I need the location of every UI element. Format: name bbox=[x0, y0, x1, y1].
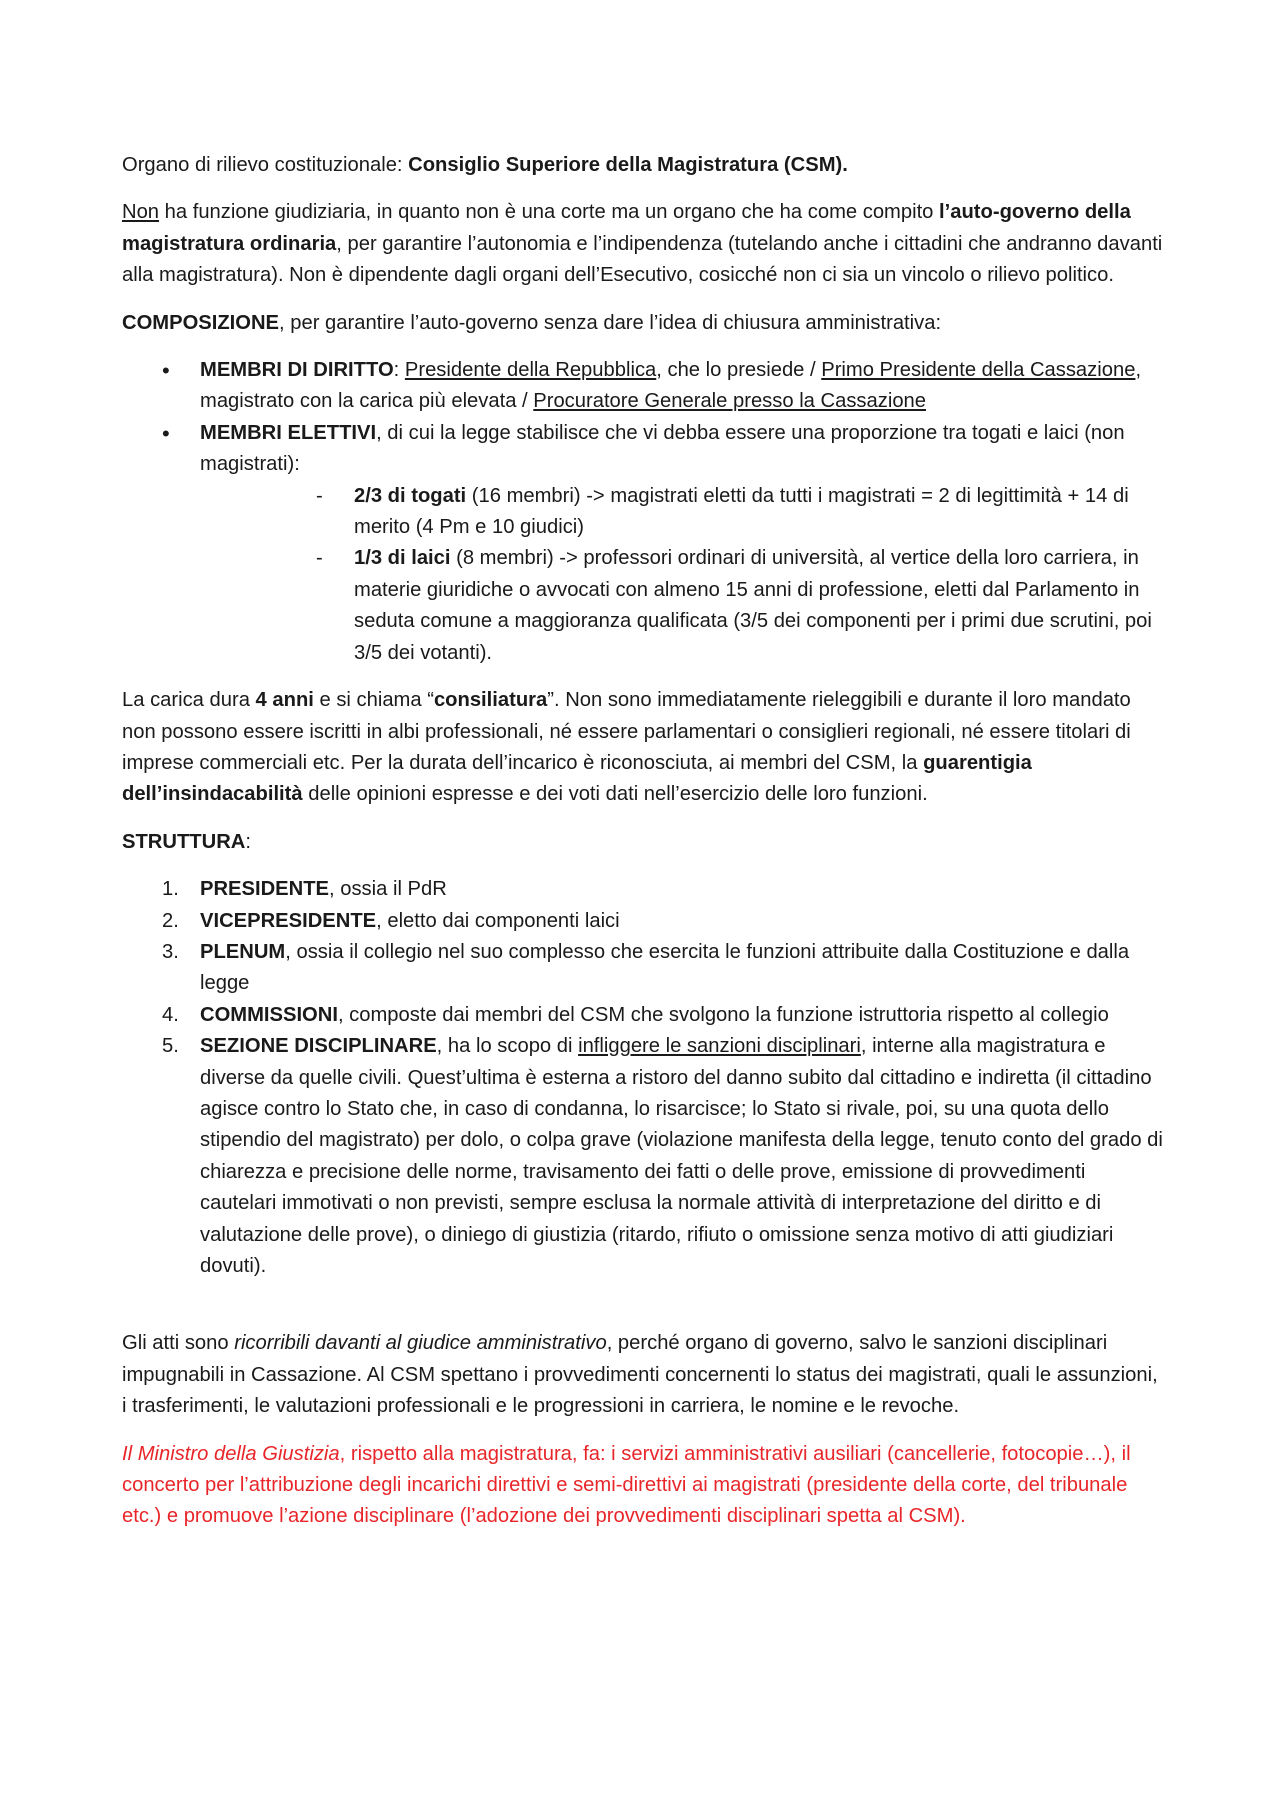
atti-paragraph: Gli atti sono ricorribili davanti al giudice amministrativo, perché organo di governo, salvo le sanzioni disciplinari impugnabili in Cassazione. Al CSM spettano i provvedimenti concernenti lo status dei magistrati, quali le assunzioni, i trasferimenti, le valutazioni professionali e le progressioni in carriera, le nomine e le revoche. bbox=[122, 1332, 1158, 1418]
list-item-commissioni: 4. COMMISSIONI, composte dai membri del CSM che svolgono la funzione istruttoria rispetto al collegio bbox=[162, 1003, 1109, 1026]
struttura-heading: STRUTTURA bbox=[122, 830, 246, 853]
list-item-vicepresidente: 2. VICEPRESIDENTE, eletto dai componenti laici bbox=[162, 909, 620, 932]
composizione-list bbox=[122, 355, 1167, 669]
list-item-sezione-disciplinare: 5. SEZIONE DISCIPLINARE, ha lo scopo di infliggere le sanzioni disciplinari, interne alla magistratura e diverse da quelle civili. Quest’ultima è esterna a ristoro del danno subito dal cittadino e indiretta (il cittadino agisce contro lo Stato che, in caso di condanna, lo risarcisce; lo Stato si rivale, poi, su una quota dello stipendio del magistrato) per dolo, o colpa grave (violazione manifesta della legge, tenuto conto del grado di chiarezza e precisione delle norme, travisamento dei fatti o delle prove, emissione di provvedimenti cautelari immotivati o non previsti, sempre esclusa la normale attività di interpretazione del diritto e di valutazione delle prove), o diniego di giustizia (ritardo, rifiuto o omissione senza motivo di atti giudiziari dovuti). bbox=[162, 1035, 1163, 1277]
list-item-presidente: 1. PRESIDENTE, ossia il PdR bbox=[162, 878, 447, 901]
list-item-plenum: 3. PLENUM, ossia il collegio nel suo complesso che esercita le funzioni attribuite dalla Costituzione e dalla legge bbox=[162, 940, 1130, 995]
spacer bbox=[122, 1298, 1167, 1328]
composizione-paragraph: COMPOSIZIONE, per garantire l’auto-governo senza dare l’idea di chiusura amministrativa: bbox=[122, 311, 942, 334]
list-item-membri-elettivi: • MEMBRI ELETTIVI, di cui la legge stabilisce che vi debba essere una proporzione tra togati e laici (non magistrati): - 2/3 di togati (16 membri) -> magistrati eletti da tutti i magistrati = 2 di legittimità + 14 di merito (4 Pm e 10 giudici) - 1/3 di laici (8 membri) -> professori ordinari di università, al vertice della loro carriera, in materie giuridiche o avvocati con almeno 15 anni di professione, eletti dal Parlamento in seduta comune a maggioranza qualificata (3/5 dei componenti per i primi due scrutini, poi 3/5 dei votanti). bbox=[122, 418, 1167, 669]
ministro-paragraph: Il Ministro della Giustizia, rispetto alla magistratura, fa: i servizi amministrativi ausiliari (cancellerie, fotocopie…), il concerto per l’attribuzione degli incarichi direttivi e semi-direttivi ai magistrati (presidente della corte, del tribunale etc.) e promuove l’azione disciplinare (l’adozione dei provvedimenti disciplinari spetta al CSM). bbox=[122, 1442, 1131, 1528]
intro-title: Consiglio Superiore della Magistratura (CSM). bbox=[408, 154, 848, 176]
intro-paragraph: Organo di rilievo costituzionale: Consiglio Superiore della Magistratura (CSM). bbox=[122, 154, 848, 176]
carica-paragraph: La carica dura 4 anni e si chiama “consiliatura”. Non sono immediatamente rieleggibili e durante il loro mandato non possono essere iscritti in albi professionali, né essere parlamentari o consiglieri regionali, né essere titolari di imprese commerciali etc. Per la durata dell’incarico è riconosciuta, ai membri del CSM, la guarentigia dell’insindacabilità delle opinioni espresse e dei voti dati nell’esercizio delle loro funzioni. bbox=[122, 689, 1131, 806]
list-item-membri-diritto: • MEMBRI DI DIRITTO: Presidente della Repubblica, che lo presiede / Primo Presidente della Cassazione, magistrato con la carica più elevata / Procuratore Generale presso la Cassazione bbox=[122, 355, 1167, 418]
struttura-heading-paragraph: STRUTTURA: bbox=[122, 830, 251, 853]
sublist-item-togati: - 2/3 di togati (16 membri) -> magistrati eletti da tutti i magistrati = 2 di legittimità + 14 di merito (4 Pm e 10 giudici) bbox=[354, 481, 1167, 544]
elettivi-sublist bbox=[200, 481, 1167, 669]
struttura-list bbox=[122, 874, 1167, 1282]
document-body bbox=[122, 150, 1167, 1549]
function-paragraph: Non ha funzione giudiziaria, in quanto non è una corte ma un organo che ha come compito l’auto-governo della magistratura ordinaria, per garantire l’autonomia e l’indipendenza (tutelando anche i cittadini che andranno davanti alla magistratura). Non è dipendente dagli organi dell’Esecutivo, cosicché non ci sia un vincolo o rilievo politico. bbox=[122, 201, 1163, 287]
sublist-item-laici: - 1/3 di laici (8 membri) -> professori ordinari di università, al vertice della loro carriera, in materie giuridiche o avvocati con almeno 15 anni di professione, eletti dal Parlamento in seduta comune a maggioranza qualificata (3/5 dei componenti per i primi due scrutini, poi 3/5 dei votanti). bbox=[354, 543, 1167, 669]
composizione-heading: COMPOSIZIONE bbox=[122, 311, 280, 334]
